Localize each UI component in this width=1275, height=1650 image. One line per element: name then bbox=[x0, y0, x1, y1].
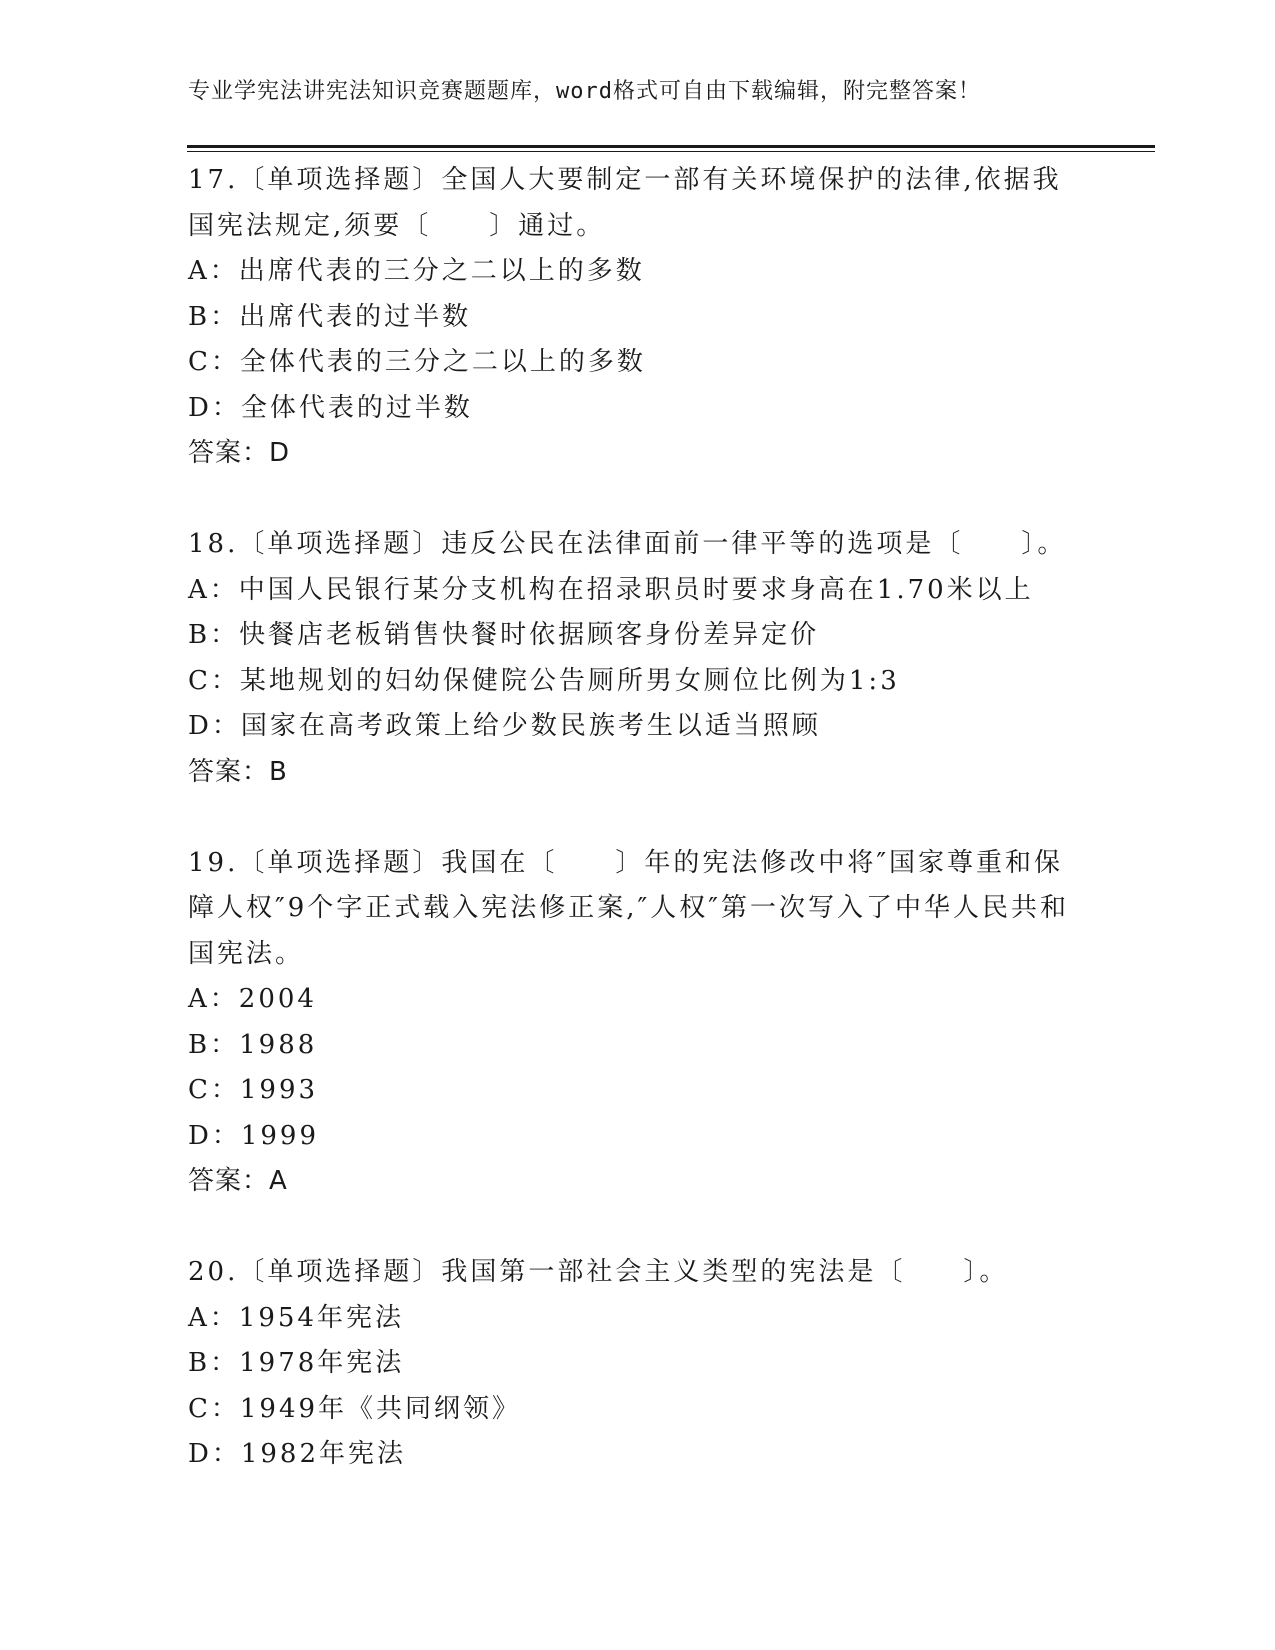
option-b: B：1978年宪法 bbox=[188, 1348, 405, 1378]
option-b: B：快餐店老板销售快餐时依据顾客身份差异定价 bbox=[188, 620, 820, 650]
option-c: C：全体代表的三分之二以上的多数 bbox=[188, 347, 646, 377]
header-rule-thick bbox=[187, 145, 1155, 148]
header-rule-thin bbox=[187, 151, 1155, 152]
question-stem: 19.〔单项选择题〕我国在〔 〕年的宪法修改中将″国家尊重和保障人权″9个字正式载入宪法修正案,″人权″第一次写入了中华人民共和国宪法。 bbox=[188, 847, 1069, 969]
option-c: C：某地规划的妇幼保健院公告厕所男女厕位比例为1:3 bbox=[188, 665, 900, 696]
question-18 bbox=[188, 522, 1088, 795]
question-list bbox=[188, 158, 1088, 1478]
option-d: D：1982年宪法 bbox=[188, 1439, 407, 1469]
option-d: D：国家在高考政策上给少数民族考生以适当照顾 bbox=[188, 711, 821, 741]
option-c: C：1949年《共同纲领》 bbox=[188, 1393, 522, 1424]
option-d: D：1999 bbox=[188, 1120, 320, 1151]
answer-line: 答案：D bbox=[188, 438, 291, 468]
option-b: B：出席代表的过半数 bbox=[188, 301, 472, 332]
answer-line: 答案：B bbox=[188, 756, 288, 787]
option-a: A：2004 bbox=[188, 984, 317, 1014]
question-17 bbox=[188, 158, 1088, 477]
question-19 bbox=[188, 841, 1088, 1205]
question-stem: 17.〔单项选择题〕全国人大要制定一部有关环境保护的法律,依据我国宪法规定,须要〔 〕通过。 bbox=[188, 165, 1062, 241]
answer-line: 答案：A bbox=[188, 1166, 288, 1196]
option-a: A：出席代表的三分之二以上的多数 bbox=[188, 256, 645, 286]
page-header: 专业学宪法讲宪法知识竞赛题题库，word格式可自由下载编辑，附完整答案！ bbox=[188, 79, 981, 104]
question-stem: 20.〔单项选择题〕我国第一部社会主义类型的宪法是〔 〕。 bbox=[188, 1257, 1009, 1287]
option-b: B：1988 bbox=[188, 1029, 318, 1060]
option-c: C：1993 bbox=[188, 1075, 319, 1105]
option-a: A：中国人民银行某分支机构在招录职员时要求身高在1.70米以上 bbox=[188, 574, 1034, 605]
option-a: A：1954年宪法 bbox=[188, 1302, 404, 1333]
question-20 bbox=[188, 1250, 1088, 1478]
question-stem: 18.〔单项选择题〕违反公民在法律面前一律平等的选项是〔 〕。 bbox=[188, 529, 1067, 559]
option-d: D：全体代表的过半数 bbox=[188, 392, 473, 423]
